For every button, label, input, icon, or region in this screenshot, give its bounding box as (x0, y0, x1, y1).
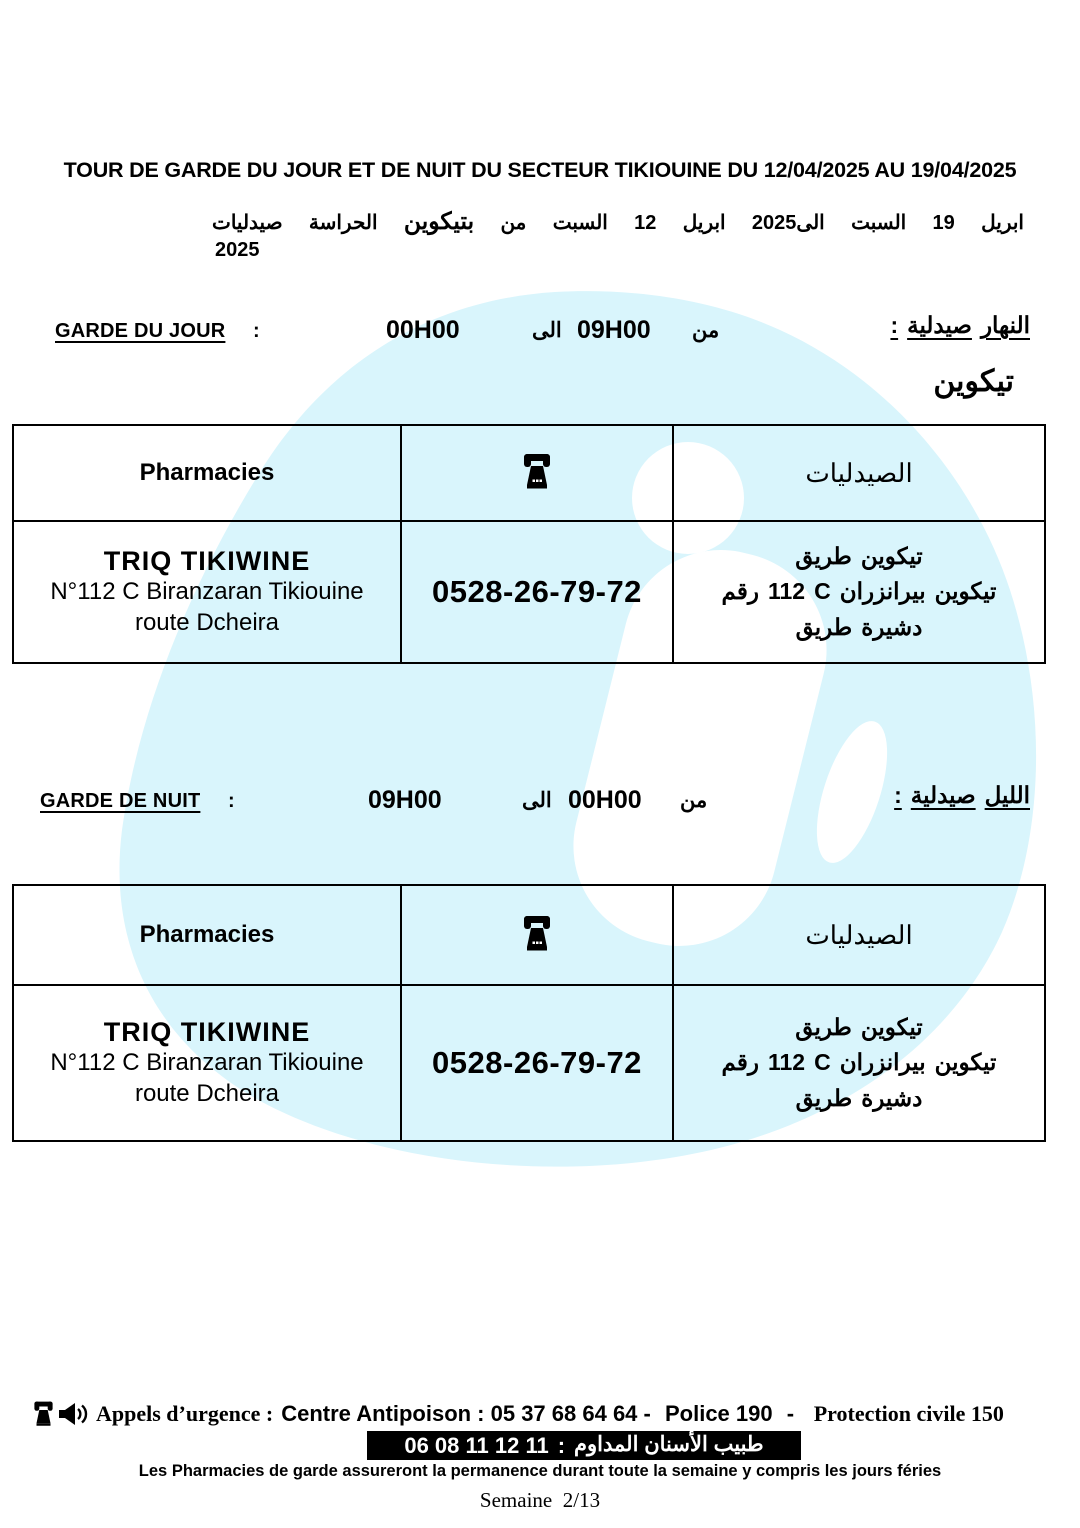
night-guard-arabic-word: الليل (984, 782, 1030, 808)
night-guard-arabic-word: صيدلية (910, 782, 976, 808)
dentist-label-arabic: طبيب الأسنان المداوم (574, 1433, 764, 1456)
header-pharmacies-arabic: الصيدليات (673, 425, 1045, 521)
subtitle-word: 12 (634, 212, 657, 234)
header-phone (401, 425, 673, 521)
day-guard-arabic-colon: : (890, 312, 899, 338)
day-guard-from-word: من (692, 319, 720, 342)
emergency-line (33, 1400, 1053, 1427)
pharmacy-name: TRIQ TIKIWINE (103, 545, 311, 576)
page-title: TOUR DE GARDE DU JOUR ET DE NUIT DU SECTEUR TIKIOUINE DU 12/04/2025 AU 19/04/2025 (63, 158, 1017, 182)
table-header-row (13, 885, 1045, 985)
pharmacy-name: TRIQ TIKIWINE (103, 1016, 311, 1047)
protection-civile-number: Protection civile 150 (808, 1400, 1004, 1426)
subtitle-word: 19 (932, 212, 955, 234)
day-guard-label: GARDE DU JOUR (55, 320, 226, 342)
page-subtitle-arabic (212, 207, 1024, 235)
arabic-address-word: طريق (795, 543, 852, 570)
day-guard-end-time: 00H00 (386, 316, 460, 344)
arabic-address-word: C (814, 1049, 831, 1076)
arabic-address-word: تيكوين (934, 578, 997, 605)
day-guard-start-time: 09H00 (577, 316, 651, 344)
table-row (13, 521, 1045, 663)
arabic-address-word: دشيرة (861, 613, 923, 640)
telephone-icon (33, 1400, 54, 1427)
day-guard-arabic-word: صيدلية (907, 312, 972, 338)
dentist-phone-number: 06 08 11 12 11 (404, 1432, 549, 1458)
arabic-address-word: بيرانزران (839, 578, 926, 605)
arabic-address-word: دشيرة (861, 1084, 923, 1111)
subtitle-word: السبت (552, 212, 608, 234)
emergency-label: Appels d’urgence : (96, 1400, 274, 1426)
arabic-address-word: بيرانزران (839, 1049, 926, 1076)
pharmacy-cell-arabic (673, 521, 1045, 663)
night-guard-end-time: 09H00 (368, 786, 442, 814)
sector-name-arabic: تيكوين (933, 365, 1014, 398)
table-row (13, 985, 1045, 1141)
day-guard-table (12, 424, 1046, 664)
arabic-address-word: تيكوين (860, 1014, 923, 1041)
subtitle-word: 2025الى (751, 212, 825, 234)
table-header-row (13, 425, 1045, 521)
pharmacy-phone-number: 0528-26-79-72 (401, 521, 673, 663)
pharmacy-phone-number: 0528-26-79-72 (401, 985, 673, 1141)
night-guard-label-arabic (894, 782, 1030, 809)
day-guard-to-word: الى (532, 319, 562, 342)
dentist-colon: : (557, 1432, 566, 1458)
week-number: Semaine 2/13 (479, 1488, 601, 1512)
subtitle-word: من (500, 212, 527, 234)
pharmacy-address-line1: N°112 C Biranzaran Tikiouine (50, 1048, 364, 1076)
night-guard-colon: : (228, 790, 235, 812)
arabic-address-word: طريق (795, 1014, 852, 1041)
subtitle-word: ابريل (682, 212, 726, 234)
day-guard-arabic-word: النهار (980, 312, 1030, 338)
speaker-icon (58, 1401, 88, 1427)
pharmacy-address-line1: N°112 C Biranzaran Tikiouine (50, 577, 364, 605)
separator-dash: - (780, 1400, 801, 1426)
arabic-address-word: رقم (721, 1049, 759, 1076)
night-guard-to-word: الى (522, 789, 552, 812)
pharmacy-cell (13, 985, 401, 1141)
subtitle-word: الحراسة (308, 212, 378, 234)
night-guard-from-word: من (680, 789, 708, 812)
arabic-address-word: رقم (721, 578, 759, 605)
pharmacy-cell (13, 521, 401, 663)
footer-icons (33, 1400, 88, 1427)
arabic-address-word: تيكوين (934, 1049, 997, 1076)
night-guard-start-time: 00H00 (568, 786, 642, 814)
subtitle-word-sector: بتيكوين (403, 208, 475, 234)
subtitle-wrapped-year: 2025 (215, 239, 260, 261)
dentist-on-duty-bar (367, 1431, 801, 1460)
subtitle-word: ابريل (981, 212, 1024, 234)
police-number: Police 190 (664, 1400, 773, 1426)
subtitle-word: صيدليات (212, 212, 283, 234)
night-guard-label: GARDE DE NUIT (40, 790, 201, 812)
arabic-address-word: تيكوين (860, 543, 923, 570)
pharmacy-address-line2: route Dcheira (134, 608, 280, 636)
night-guard-arabic-colon: : (894, 782, 902, 808)
header-pharmacies-arabic: الصيدليات (673, 885, 1045, 985)
arabic-address-word: C (814, 578, 831, 605)
header-pharmacies: Pharmacies (13, 425, 401, 521)
telephone-icon (522, 914, 552, 952)
telephone-icon (522, 452, 552, 490)
arabic-address-word: طريق (795, 613, 853, 640)
arabic-address-word: طريق (795, 1084, 853, 1111)
permanence-note: Les Pharmacies de garde assureront la permanence durant toute la semaine y compris les jours féries (138, 1462, 942, 1480)
header-pharmacies: Pharmacies (13, 885, 401, 985)
antipoison-number: Centre Antipoison : 05 37 68 64 64 - (281, 1400, 657, 1426)
arabic-address-word: 112 (767, 578, 806, 605)
arabic-address-word: 112 (767, 1049, 806, 1076)
night-guard-table (12, 884, 1046, 1142)
pharmacy-address-line2: route Dcheira (134, 1079, 280, 1107)
header-phone (401, 885, 673, 985)
subtitle-word: السبت (851, 212, 907, 234)
pharmacy-cell-arabic (673, 985, 1045, 1141)
day-guard-label-arabic (890, 312, 1030, 339)
day-guard-colon: : (253, 320, 260, 342)
